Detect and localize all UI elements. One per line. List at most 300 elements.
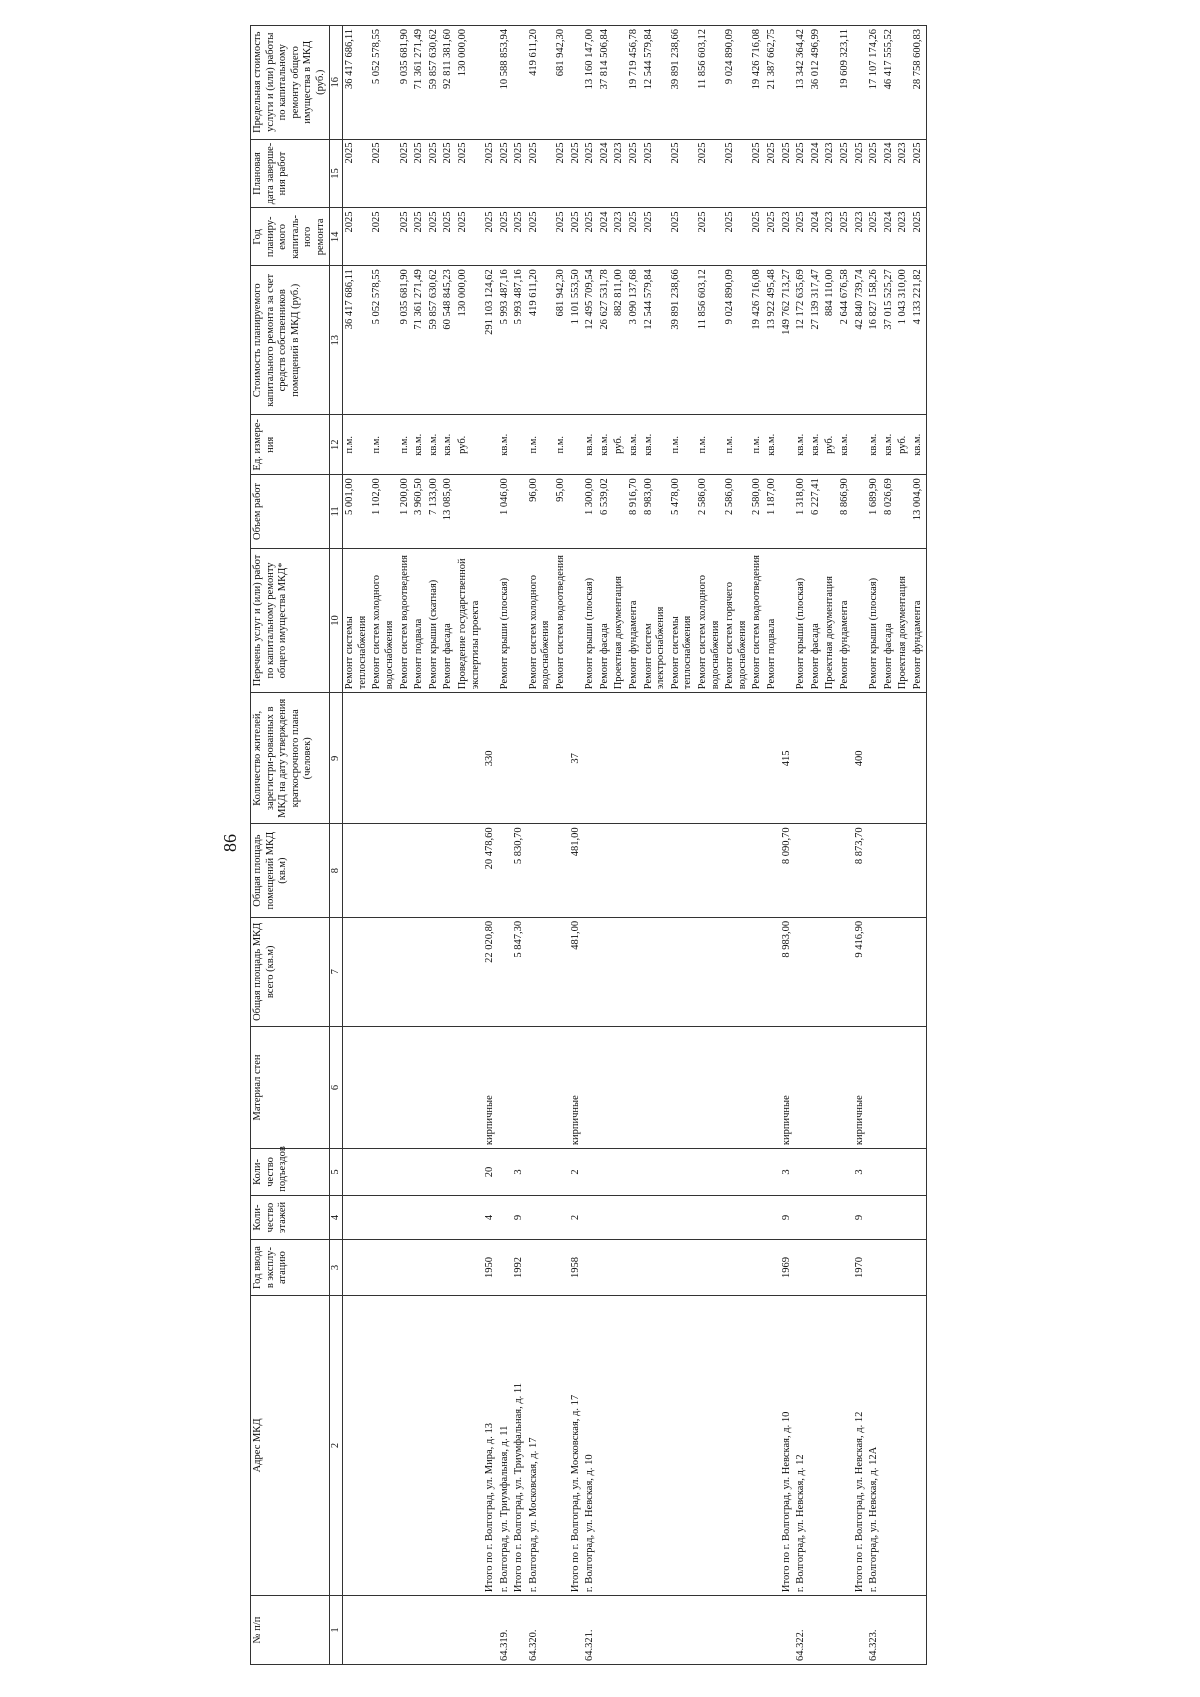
cell-limit: 10 588 853,94: [498, 26, 513, 140]
cell-work: Ремонт систем водоотведения: [398, 548, 413, 693]
cell-year: [723, 1240, 750, 1296]
column-numbers-row: [329, 26, 343, 1665]
column-header: Перечень услуг и (или) работ по капитальному ремонту общего имущества МКД*: [251, 548, 330, 693]
cell-address: [838, 1295, 853, 1595]
cell-volume: 13 004,00: [911, 475, 926, 548]
cell-no: 64.322.: [794, 1596, 809, 1665]
cell-work: Ремонт фасада: [882, 548, 897, 693]
cell-entrances: 3: [512, 1149, 527, 1196]
cell-year-plan: 2025: [343, 208, 371, 266]
cell-cost: 5 993 487,16: [498, 266, 513, 415]
cell-entrances: [456, 1149, 483, 1196]
cell-area-total: [882, 917, 897, 1026]
cell-wall: [809, 1026, 824, 1148]
cell-limit: [483, 26, 498, 140]
cell-work: Ремонт крыши (скатная): [427, 548, 442, 693]
cell-floors: [669, 1195, 696, 1239]
cell-volume: 1 187,00: [765, 475, 780, 548]
column-header: Количество жителей, зарегистри-рованных в МКД на дату утверждения краткосрочного плана (человек): [251, 693, 330, 824]
cell-year-plan: 2025: [527, 208, 554, 266]
cell-residents: [412, 693, 427, 824]
cell-area-rooms: [696, 824, 723, 917]
cell-year-plan: 2025: [498, 208, 513, 266]
cell-area-total: [867, 917, 882, 1026]
cell-area-total: 481,00: [569, 917, 584, 1026]
cell-date-end: 2025: [838, 139, 853, 208]
cell-work: Проектная документация: [896, 548, 911, 693]
cell-work: Ремонт систем электроснабжения: [642, 548, 669, 693]
cell-address: [456, 1295, 483, 1595]
cell-no: [554, 1596, 569, 1665]
cell-address: [723, 1295, 750, 1595]
table-body: [343, 26, 926, 1665]
cell-entrances: [612, 1149, 627, 1196]
cell-volume: [456, 475, 483, 548]
table-row: [554, 26, 569, 1665]
cell-limit: 19 609 323,11: [838, 26, 853, 140]
cell-volume: 7 133,00: [427, 475, 442, 548]
cell-year-plan: 2025: [441, 208, 456, 266]
cell-volume: [780, 475, 795, 548]
cell-area-total: [911, 917, 926, 1026]
cell-address: [669, 1295, 696, 1595]
cell-cost: 26 627 531,78: [598, 266, 613, 415]
cell-area-total: [583, 917, 598, 1026]
table-row: [598, 26, 613, 1665]
cell-residents: [512, 693, 527, 824]
cell-area-rooms: [554, 824, 569, 917]
cell-unit: [483, 415, 498, 475]
cell-address: [627, 1295, 642, 1595]
cell-year: [498, 1240, 513, 1296]
cell-floors: [398, 1195, 413, 1239]
cell-floors: [612, 1195, 627, 1239]
cell-area-rooms: [598, 824, 613, 917]
cell-unit: кв.м.: [642, 415, 669, 475]
cell-area-rooms: 20 478,60: [483, 824, 498, 917]
cell-volume: 2 586,00: [723, 475, 750, 548]
cell-wall: [794, 1026, 809, 1148]
cell-unit: кв.м.: [809, 415, 824, 475]
cell-entrances: 3: [853, 1149, 868, 1196]
cell-no: 64.321.: [583, 1596, 598, 1665]
cell-volume: 3 960,50: [412, 475, 427, 548]
column-number: 13: [329, 266, 343, 415]
table-row: [780, 26, 795, 1665]
cell-volume: 8 866,90: [838, 475, 853, 548]
cell-area-rooms: [911, 824, 926, 917]
cell-date-end: 2025: [867, 139, 882, 208]
cell-year-plan: 2025: [750, 208, 765, 266]
cell-no: [598, 1596, 613, 1665]
cell-no: [853, 1596, 868, 1665]
cell-no: [823, 1596, 838, 1665]
cell-unit: п.м.: [696, 415, 723, 475]
cell-address: [896, 1295, 911, 1595]
cell-volume: [612, 475, 627, 548]
table-row: [642, 26, 669, 1665]
cell-floors: [750, 1195, 765, 1239]
cell-unit: п.м.: [669, 415, 696, 475]
cell-unit: п.м.: [750, 415, 765, 475]
cell-wall: [598, 1026, 613, 1148]
cell-no: [723, 1596, 750, 1665]
cell-limit: 11 856 603,12: [696, 26, 723, 140]
table-row: [723, 26, 750, 1665]
cell-date-end: 2023: [823, 139, 838, 208]
column-header: Коли-чество этажей: [251, 1195, 330, 1239]
cell-area-total: [598, 917, 613, 1026]
cell-entrances: [343, 1149, 371, 1196]
cell-residents: [598, 693, 613, 824]
cell-area-rooms: [412, 824, 427, 917]
cell-no: [569, 1596, 584, 1665]
cell-date-end: 2025: [723, 139, 750, 208]
cell-wall: [642, 1026, 669, 1148]
cell-limit: 5 052 578,55: [370, 26, 397, 140]
cell-address: [427, 1295, 442, 1595]
cell-address: г. Волгоград, ул. Невская, д. 10: [583, 1295, 598, 1595]
cell-wall: [627, 1026, 642, 1148]
cell-unit: кв.м.: [794, 415, 809, 475]
cell-limit: 13 160 147,00: [583, 26, 598, 140]
cell-limit: [853, 26, 868, 140]
cell-residents: [809, 693, 824, 824]
cell-address: Итого по г. Волгоград, ул. Невская, д. 12: [853, 1295, 868, 1595]
cell-year: [896, 1240, 911, 1296]
cell-area-total: [456, 917, 483, 1026]
cell-year: [398, 1240, 413, 1296]
cell-residents: 415: [780, 693, 795, 824]
cell-cost: 3 090 137,68: [627, 266, 642, 415]
cell-address: [398, 1295, 413, 1595]
cell-cost: 11 856 603,12: [696, 266, 723, 415]
cell-cost: 882 811,00: [612, 266, 627, 415]
cell-year: [809, 1240, 824, 1296]
cell-year-plan: 2025: [696, 208, 723, 266]
cell-entrances: [554, 1149, 569, 1196]
cell-cost: 419 611,20: [527, 266, 554, 415]
cell-entrances: [723, 1149, 750, 1196]
cell-limit: 92 811 381,60: [441, 26, 456, 140]
cell-floors: [794, 1195, 809, 1239]
cell-date-end: 2025: [498, 139, 513, 208]
cell-cost: 71 361 271,49: [412, 266, 427, 415]
cell-no: [398, 1596, 413, 1665]
cell-year: [583, 1240, 598, 1296]
cell-residents: [642, 693, 669, 824]
cell-limit: 36 012 496,99: [809, 26, 824, 140]
cell-area-rooms: [343, 824, 371, 917]
cell-work: Ремонт подвала: [765, 548, 780, 693]
cell-address: Итого по г. Волгоград, ул. Триумфальная, д. 11: [512, 1295, 527, 1595]
cell-floors: [911, 1195, 926, 1239]
cell-date-end: 2024: [598, 139, 613, 208]
column-header: Год ввода в эксплу-атацию: [251, 1240, 330, 1296]
column-header: Предельная стоимость услуги и (или) работы по капитальному ремонту общего имущества в МКД (руб.): [251, 26, 330, 140]
cell-residents: [669, 693, 696, 824]
cell-work: Ремонт крыши (плоская): [583, 548, 598, 693]
cell-work: [512, 548, 527, 693]
cell-area-rooms: [669, 824, 696, 917]
cell-limit: [569, 26, 584, 140]
cell-area-rooms: [723, 824, 750, 917]
cell-year-plan: 2025: [569, 208, 584, 266]
table-row: [669, 26, 696, 1665]
cell-year: [627, 1240, 642, 1296]
cell-work: Ремонт фундамента: [627, 548, 642, 693]
cell-area-total: [669, 917, 696, 1026]
cell-work: Ремонт крыши (плоская): [498, 548, 513, 693]
cell-cost: 12 172 635,69: [794, 266, 809, 415]
cell-volume: 8 026,69: [882, 475, 897, 548]
cell-volume: 5 478,00: [669, 475, 696, 548]
cell-year: [612, 1240, 627, 1296]
cell-wall: [512, 1026, 527, 1148]
cell-residents: [343, 693, 371, 824]
cell-floors: 9: [853, 1195, 868, 1239]
cell-residents: [794, 693, 809, 824]
cell-residents: [823, 693, 838, 824]
cell-year-plan: 2025: [642, 208, 669, 266]
cell-wall: [527, 1026, 554, 1148]
cell-area-rooms: [627, 824, 642, 917]
cell-no: [612, 1596, 627, 1665]
cell-volume: 5 001,00: [343, 475, 371, 548]
cell-work: Проектная документация: [823, 548, 838, 693]
cell-date-end: 2025: [483, 139, 498, 208]
cell-area-total: [723, 917, 750, 1026]
cell-limit: [612, 26, 627, 140]
cell-year: 1958: [569, 1240, 584, 1296]
cell-limit: 419 611,20: [527, 26, 554, 140]
cell-work: Ремонт фасада: [441, 548, 456, 693]
cell-date-end: 2025: [642, 139, 669, 208]
cell-address: [612, 1295, 627, 1595]
column-number: 6: [329, 1026, 343, 1148]
cell-floors: [823, 1195, 838, 1239]
cell-address: [598, 1295, 613, 1595]
cell-unit: п.м.: [370, 415, 397, 475]
cell-year-plan: 2023: [612, 208, 627, 266]
cell-date-end: 2025: [343, 139, 371, 208]
cell-residents: [456, 693, 483, 824]
cell-work: Ремонт фасада: [598, 548, 613, 693]
cell-residents: [696, 693, 723, 824]
table-row: [370, 26, 397, 1665]
cell-wall: [498, 1026, 513, 1148]
cell-wall: [765, 1026, 780, 1148]
table-row: [896, 26, 911, 1665]
cell-year: [598, 1240, 613, 1296]
cell-address: г. Волгоград, ул. Невская, д. 12: [794, 1295, 809, 1595]
cell-no: [512, 1596, 527, 1665]
cell-entrances: [882, 1149, 897, 1196]
cell-residents: [441, 693, 456, 824]
column-header: Общая площадь помещений МКД (кв.м): [251, 824, 330, 917]
cell-floors: [554, 1195, 569, 1239]
cell-unit: п.м.: [398, 415, 413, 475]
cell-floors: [527, 1195, 554, 1239]
cell-floors: [696, 1195, 723, 1239]
cell-year: 1992: [512, 1240, 527, 1296]
cell-date-end: 2025: [412, 139, 427, 208]
cell-work: Ремонт подвала: [412, 548, 427, 693]
cell-unit: кв.м.: [765, 415, 780, 475]
cell-unit: [780, 415, 795, 475]
cell-wall: кирпичные: [483, 1026, 498, 1148]
cell-volume: [569, 475, 584, 548]
cell-no: [441, 1596, 456, 1665]
cell-date-end: 2025: [750, 139, 765, 208]
cell-year-plan: 2025: [427, 208, 442, 266]
cell-work: Ремонт систем холодного водоснабжения: [370, 548, 397, 693]
cell-wall: кирпичные: [853, 1026, 868, 1148]
column-titles-row: [251, 26, 330, 1665]
cell-limit: 37 814 506,84: [598, 26, 613, 140]
cell-date-end: 2025: [583, 139, 598, 208]
table-row: [853, 26, 868, 1665]
cell-year-plan: 2025: [723, 208, 750, 266]
cell-year: 1970: [853, 1240, 868, 1296]
table-row: [882, 26, 897, 1665]
cell-floors: [809, 1195, 824, 1239]
cell-date-end: 2025: [398, 139, 413, 208]
cell-residents: 400: [853, 693, 868, 824]
cell-date-end: 2025: [627, 139, 642, 208]
cell-work: [780, 548, 795, 693]
cell-entrances: [498, 1149, 513, 1196]
cell-date-end: 2025: [370, 139, 397, 208]
cell-entrances: [838, 1149, 853, 1196]
cell-entrances: [696, 1149, 723, 1196]
cell-entrances: [370, 1149, 397, 1196]
cell-floors: [882, 1195, 897, 1239]
cell-floors: [867, 1195, 882, 1239]
cell-no: [696, 1596, 723, 1665]
cell-wall: [723, 1026, 750, 1148]
cell-address: [642, 1295, 669, 1595]
cell-year-plan: 2025: [838, 208, 853, 266]
cell-area-total: [498, 917, 513, 1026]
table-row: [498, 26, 513, 1665]
cell-address: г. Волгоград, ул. Триумфальная, д. 11: [498, 1295, 513, 1595]
cell-cost: 4 133 221,82: [911, 266, 926, 415]
cell-floors: [343, 1195, 371, 1239]
cell-year: [696, 1240, 723, 1296]
cell-address: [823, 1295, 838, 1595]
column-number: 1: [329, 1596, 343, 1665]
cell-residents: [911, 693, 926, 824]
column-number: 16: [329, 26, 343, 140]
cell-date-end: 2025: [794, 139, 809, 208]
cell-floors: [456, 1195, 483, 1239]
cell-cost: 12 495 709,54: [583, 266, 598, 415]
cell-wall: [882, 1026, 897, 1148]
cell-no: 64.320.: [527, 1596, 554, 1665]
cell-year: [794, 1240, 809, 1296]
cell-entrances: [809, 1149, 824, 1196]
cell-year: [343, 1240, 371, 1296]
cell-volume: 1 046,00: [498, 475, 513, 548]
cell-no: [343, 1596, 371, 1665]
table-row: [483, 26, 498, 1665]
cell-area-total: [441, 917, 456, 1026]
table-row: [441, 26, 456, 1665]
cell-date-end: 2023: [612, 139, 627, 208]
cell-entrances: [669, 1149, 696, 1196]
column-number: 2: [329, 1295, 343, 1595]
cell-date-end: 2025: [456, 139, 483, 208]
cell-no: [456, 1596, 483, 1665]
cell-area-total: [527, 917, 554, 1026]
cell-limit: 9 035 681,90: [398, 26, 413, 140]
table-row: [867, 26, 882, 1665]
cell-no: [780, 1596, 795, 1665]
cell-area-total: [765, 917, 780, 1026]
cell-area-total: [750, 917, 765, 1026]
column-number: 4: [329, 1195, 343, 1239]
cell-work: [853, 548, 868, 693]
cell-year: [669, 1240, 696, 1296]
cell-floors: [896, 1195, 911, 1239]
table-row: [911, 26, 926, 1665]
cell-entrances: [398, 1149, 413, 1196]
cell-volume: 8 916,70: [627, 475, 642, 548]
cell-cost: 60 548 845,23: [441, 266, 456, 415]
cell-area-rooms: [498, 824, 513, 917]
cell-area-total: 9 416,90: [853, 917, 868, 1026]
cell-area-rooms: [794, 824, 809, 917]
cell-wall: [398, 1026, 413, 1148]
cell-year-plan: 2025: [483, 208, 498, 266]
cell-date-end: 2025: [527, 139, 554, 208]
cell-date-end: 2025: [911, 139, 926, 208]
column-header: Материал стен: [251, 1026, 330, 1148]
cell-wall: [838, 1026, 853, 1148]
cell-cost: 27 139 317,47: [809, 266, 824, 415]
cell-area-rooms: [809, 824, 824, 917]
cell-area-total: 5 847,30: [512, 917, 527, 1026]
cell-work: Ремонт фасада: [809, 548, 824, 693]
cell-wall: [823, 1026, 838, 1148]
cell-area-rooms: [750, 824, 765, 917]
column-number: 11: [329, 475, 343, 548]
cell-residents: [498, 693, 513, 824]
cell-floors: 2: [569, 1195, 584, 1239]
cell-address: [750, 1295, 765, 1595]
cell-area-total: [554, 917, 569, 1026]
cell-area-rooms: [612, 824, 627, 917]
cell-year: 1969: [780, 1240, 795, 1296]
cell-volume: [483, 475, 498, 548]
cell-cost: 16 827 158,26: [867, 266, 882, 415]
cell-work: Ремонт систем холодного водоснабжения: [696, 548, 723, 693]
cell-no: [809, 1596, 824, 1665]
cell-date-end: 2023: [896, 139, 911, 208]
cell-entrances: [911, 1149, 926, 1196]
cell-floors: [427, 1195, 442, 1239]
cell-date-end: 2025: [441, 139, 456, 208]
cell-no: [669, 1596, 696, 1665]
cell-year-plan: 2023: [780, 208, 795, 266]
cell-cost: 39 891 238,66: [669, 266, 696, 415]
cell-unit: кв.м.: [598, 415, 613, 475]
cell-residents: [427, 693, 442, 824]
cell-volume: 2 586,00: [696, 475, 723, 548]
cell-entrances: [427, 1149, 442, 1196]
cell-entrances: [765, 1149, 780, 1196]
